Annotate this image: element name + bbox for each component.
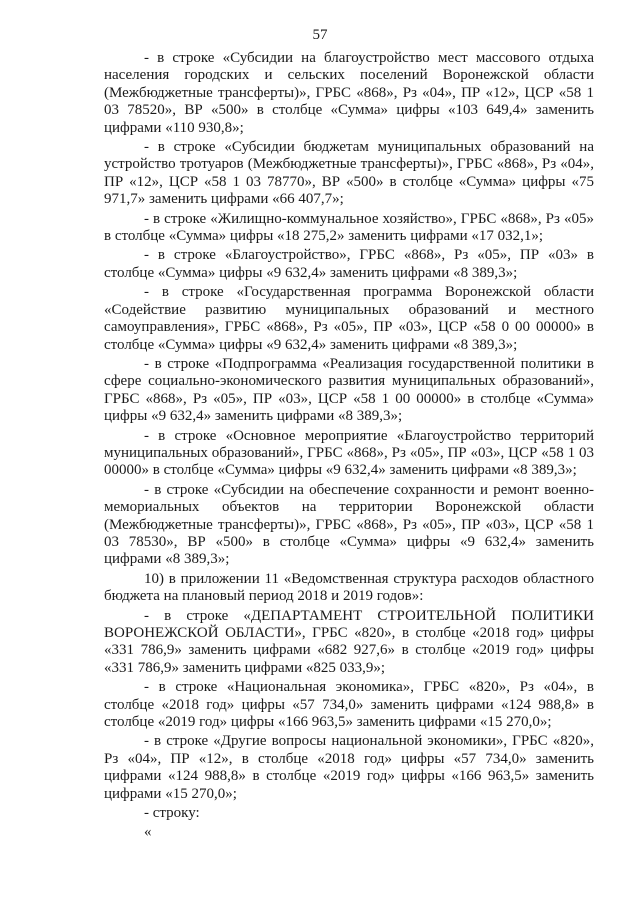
paragraph: «: [144, 824, 152, 841]
paragraph: - строку:: [144, 805, 200, 822]
body-text: [104, 50, 594, 844]
paragraph: - в строке «Национальная экономика», ГРБС «820», Рз «04», в столбце «2018 год» цифры «57 734,0» заменить цифрами «124 988,8» в столбце «2019 год» цифры «166 963,5» заменить цифрами «15 270,0»;: [104, 679, 594, 731]
paragraph: 10) в приложении 11 «Ведомственная структура расходов областного бюджета на плановый период 2018 и 2019 годов»:: [104, 570, 594, 605]
paragraph: - в строке «Благоустройство», ГРБС «868», Рз «05», ПР «03» в столбце «Сумма» цифры «9 632,4» заменить цифрами «8 389,3»;: [104, 247, 594, 281]
paragraph: - в строке «Субсидии на благоустройство мест массового отдыха населения городских и сельских поселений Воронежской области (Межбюджетные трансферты)», ГРБС «868», Рз «04», ПР «12», ЦСР «58 1 03 78520», ВР «500» в столбце «Сумма» цифры «103 649,4» заменить цифрами «110 930,8»;: [104, 50, 594, 136]
paragraph: - в строке «Другие вопросы национальной экономики», ГРБС «820», Рз «04», ПР «12», в столбце «2018 год» цифры «57 734,0» заменить цифрами «124 988,8» в столбце «2019 год» цифры «166 963,5» заменить цифрами «15 270,0»;: [104, 733, 594, 802]
paragraph: - в строке «Субсидии бюджетам муниципальных образований на устройство тротуаров (Межбюджетные трансферты)», ГРБС «868», Рз «04», ПР «12», ЦСР «58 1 03 78770», ВР «500» в столбце «Сумма» цифры «75 971,7» заменить цифрами «66 407,7»;: [104, 139, 594, 208]
paragraph: - в строке «Субсидии на обеспечение сохранности и ремонт военно-мемориальных объектов на территории Воронежской области (Межбюджетные трансферты)», ГРБС «868», Рз «05», ПР «03», ЦСР «58 1 03 78530», ВР «500» в столбце «Сумма» цифры «9 632,4» заменить цифрами «8 389,3»;: [104, 481, 594, 568]
paragraph: - в строке «Основное мероприятие «Благоустройство территорий муниципальных образований», ГРБС «868», Рз «05», ПР «03», ЦСР «58 1 03 00000» в столбце «Сумма» цифры «9 632,4» заменить цифрами «8 389,3»;: [104, 427, 594, 479]
paragraph: - в строке «Жилищно-коммунальное хозяйство», ГРБС «868», Рз «05» в столбце «Сумма» цифры «18 275,2» заменить цифрами «17 032,1»;: [104, 210, 594, 245]
paragraph: - в строке «Государственная программа Воронежской области «Содействие развитию муниципальных образований и местного самоуправления», ГРБС «868», Рз «05», ПР «03», ЦСР «58 0 00 00000» в столбце «Сумма» цифры «9 632,4» заменить цифрами «8 389,3»;: [104, 284, 594, 353]
paragraph: - в строке «Подпрограмма «Реализация государственной политики в сфере социально-экономического развития муниципальных образований», ГРБС «868», Рз «05», ПР «03», ЦСР «58 1 00 00000» в столбце «Сумма» цифры «9 632,4» заменить цифрами «8 389,3»;: [104, 355, 594, 425]
paragraph: - в строке «ДЕПАРТАМЕНТ СТРОИТЕЛЬНОЙ ПОЛИТИКИ ВОРОНЕЖСКОЙ ОБЛАСТИ», ГРБС «820», в столбце «2018 год» цифры «331 786,9» заменить цифрами «682 927,6» в столбце «2019 год» цифры «331 786,9» заменить цифрами «825 033,9»;: [104, 607, 594, 676]
page-number: 57: [312, 27, 328, 43]
